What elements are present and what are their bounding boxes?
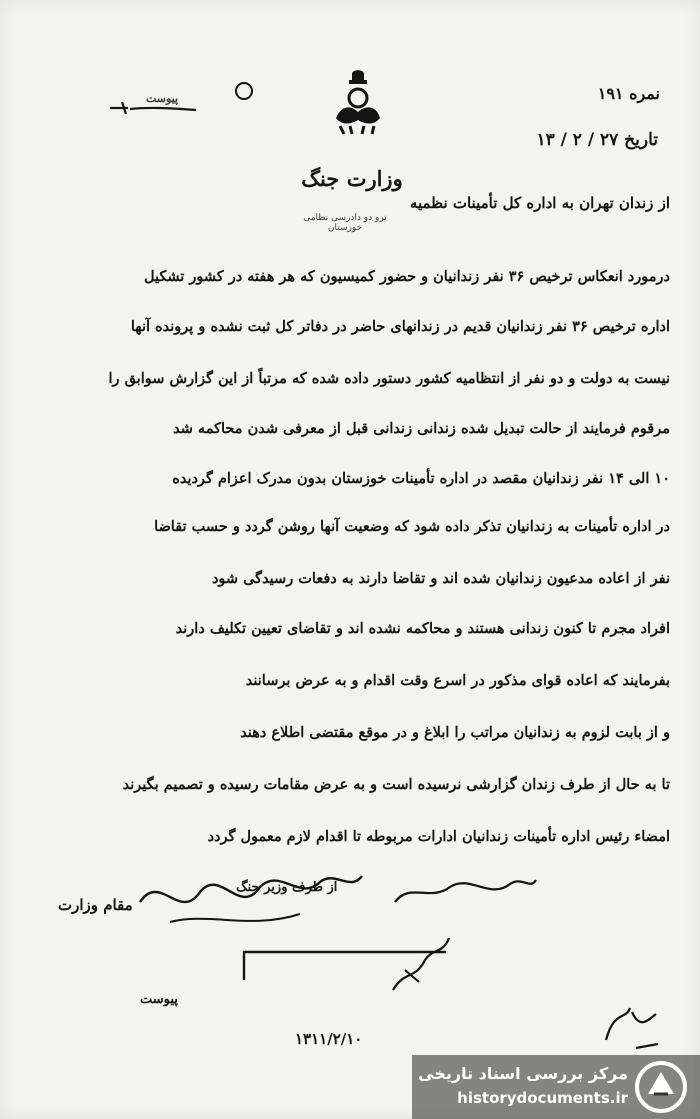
- handwritten-initial: [390, 872, 540, 912]
- watermark-name: مرکز بررسی اسناد تاریخی: [418, 1064, 628, 1083]
- archive-logo-icon: [632, 1060, 690, 1114]
- letter-line: از زندان تهران به اداره کل تأمینات نظمیه: [409, 194, 670, 212]
- handwritten-signature: [130, 862, 370, 942]
- letter-line: بفرمایند که اعاده قوای مذکور در اسرع وقت اقدام و به عرض برسانند: [245, 672, 670, 689]
- hole-punch-mark: [235, 82, 253, 100]
- letter-line: امضاء رئیس اداره تأمینات زندانیان ادارات مربوطه تا اقدام لازم معمول گردد: [207, 828, 670, 845]
- letter-line: ۱۰ الی ۱۴ نفر زندانیان مقصد در اداره تأمینات خوزستان بدون مدرک اعزام گردیده: [172, 470, 670, 487]
- document-registration-date: ۱۳۱۱/۲/۱۰: [295, 1030, 363, 1048]
- letter-line: درمورد انعکاس ترخیص ۳۶ نفر زندانیان و حضور کمیسیون که هر هفته در کشور تشکیل: [143, 268, 670, 285]
- letter-line: افراد مجرم تا کنون زندانی هستند و محاکمه نشده اند و تقاضای تعیین تکلیف دارند: [175, 620, 670, 637]
- letter-line: نفر از اعاده مدعیون زندانیان شده اند و تقاضا دارند به دفعات رسیدگی شود: [211, 570, 670, 587]
- corner-scribble: [596, 1000, 666, 1056]
- letter-line: نیست به دولت و دو نفر از انتظامیه کشور دستور داده شده که مرتباً از این گزارش سوابق را: [108, 370, 670, 387]
- watermark-url: historydocuments.ir: [457, 1089, 628, 1107]
- letter-line: و از بابت لزوم به زندانیان مراتب را ابلاغ و در موقع مقتضی اطلاع دهند: [240, 724, 670, 741]
- signature-note: از طرف وزیر جنگ: [236, 880, 338, 895]
- lion-and-sun-emblem: [330, 68, 386, 138]
- letter-line: مرقوم فرمایند از حالت تبدیل شده زندانی زندانی قبل از معرفی شدن محاکمه شد: [173, 420, 670, 437]
- document-number: نمره ۱۹۱: [597, 84, 660, 103]
- ministry-title: وزارت جنگ: [301, 166, 403, 191]
- attachment-label: پیوست: [146, 92, 179, 105]
- letter-line: در اداره تأمینات به زندانیان تذکر داده شود که وضعیت آنها روشن گردد و حسب تقاضا: [154, 518, 670, 535]
- stamp-note: پیوست: [140, 992, 178, 1007]
- letter-line: اداره ترخیص ۳۶ نفر زندانیان قدیم در زندانهای حاضر در دفاتر کل ثبت نشده و پرونده آنها: [130, 318, 670, 335]
- letterhead-subline: ترو دو دادرسی نظامی خوزستان: [303, 213, 387, 233]
- rotated-signature: [385, 930, 455, 1000]
- letter-line: تا به حال از طرف زندان گزارشی نرسیده است و به عرض مقامات رسیده و تصمیم بگیرند: [122, 776, 670, 793]
- ministry-reference: مقام وزارت: [58, 896, 133, 914]
- document-date-header: تاریخ ۲۷ / ۲ / ۱۳: [536, 130, 658, 150]
